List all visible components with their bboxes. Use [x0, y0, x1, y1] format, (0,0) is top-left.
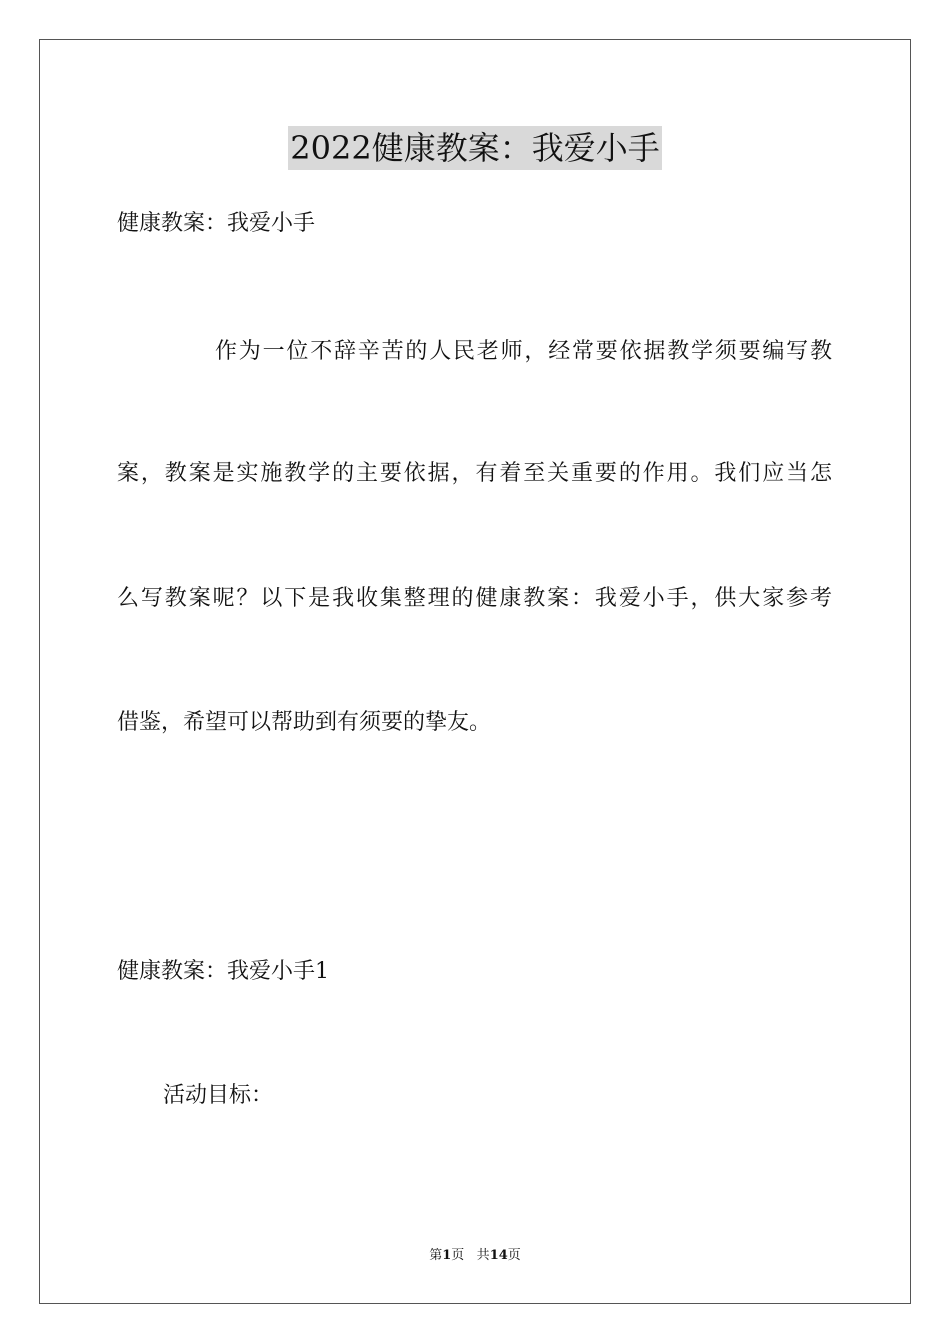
footer-total-suffix: 页 [507, 1248, 521, 1263]
section-heading: 健康教案：我爱小手1 [117, 959, 329, 984]
page-footer [0, 1247, 950, 1265]
footer-page-number: 1 [442, 1248, 452, 1263]
title-container [0, 126, 950, 170]
intro-line-4: 借鉴，希望可以帮助到有须要的挚友。 [117, 710, 492, 735]
document-title: 2022健康教案：我爱小手 [288, 126, 661, 170]
footer-page-suffix: 页 [451, 1248, 465, 1263]
activity-goal-label: 活动目标： [163, 1083, 274, 1108]
intro-line-1: 作为一位不辞辛苦的人民老师，经常要依据教学须要编写教 [215, 339, 832, 364]
footer-total-pages: 14 [489, 1248, 508, 1263]
footer-total-prefix: 共 [476, 1248, 490, 1263]
document-subtitle: 健康教案：我爱小手 [117, 211, 316, 236]
footer-page-prefix: 第 [429, 1248, 443, 1263]
intro-line-2: 案，教案是实施教学的主要依据，有着至关重要的作用。我们应当怎 [117, 461, 832, 486]
intro-line-3: 么写教案呢？以下是我收集整理的健康教案：我爱小手，供大家参考 [117, 586, 832, 611]
